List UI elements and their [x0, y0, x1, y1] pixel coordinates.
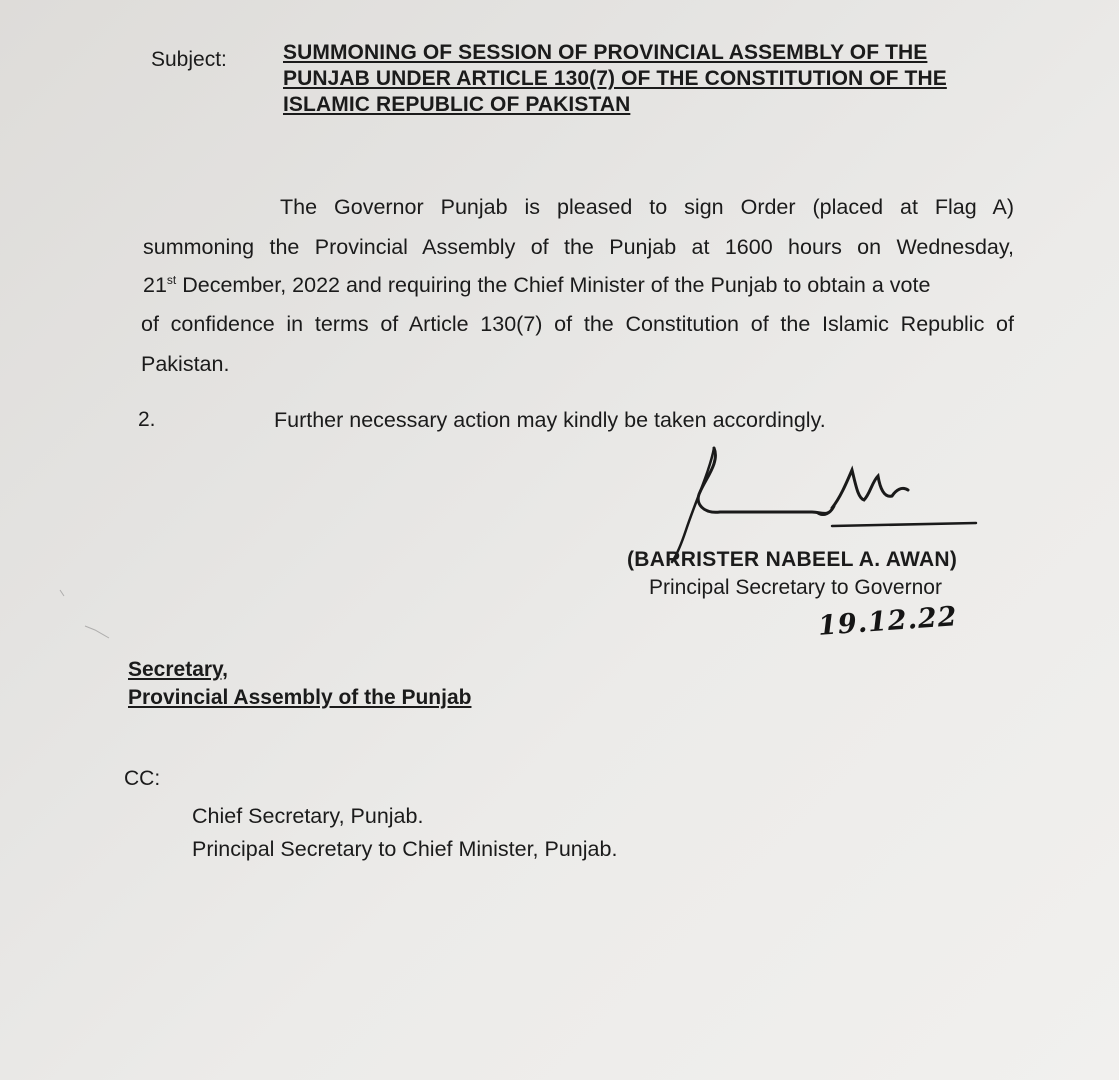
date-ordinal: st: [166, 272, 177, 287]
cc-label: CC:: [124, 767, 161, 790]
signatory-designation: Principal Secretary to Governor: [649, 576, 942, 599]
body-line-3-text: December, 2022 and requiring the Chief Minister of the Punjab to obtain a vote: [176, 273, 931, 297]
cc-item: Principal Secretary to Chief Minister, Punjab.: [192, 837, 618, 861]
subject-line: ISLAMIC REPUBLIC OF PAKISTAN: [283, 93, 631, 116]
subject-label: Subject:: [151, 48, 227, 71]
body-line-5: Pakistan.: [141, 352, 230, 376]
date-day: 21: [143, 273, 167, 297]
subject-line: SUMMONING OF SESSION OF PROVINCIAL ASSEMBLY OF THE: [283, 41, 928, 64]
cc-list: [192, 800, 617, 866]
handwritten-date: 19.12.22: [817, 601, 959, 642]
recipient-office: Provincial Assembly of the Punjab: [128, 686, 472, 709]
paragraph-number: 2.: [138, 408, 156, 431]
paragraph-2-text: Further necessary action may kindly be taken accordingly.: [274, 408, 826, 432]
recipient-block: [128, 656, 471, 712]
body-line-4: of confidence in terms of Article 130(7) of the Constitution of the Islamic Republic of: [141, 312, 1014, 336]
subject-line: PUNJAB UNDER ARTICLE 130(7) OF THE CONSTITUTION OF THE: [283, 67, 947, 90]
signatory-name: (BARRISTER NABEEL A. AWAN): [627, 548, 958, 571]
cc-item: Chief Secretary, Punjab.: [192, 804, 424, 828]
body-line-2: summoning the Provincial Assembly of the Punjab at 1600 hours on Wednesday,: [143, 235, 1014, 259]
body-line-1: The Governor Punjab is pleased to sign Order (placed at Flag A): [280, 195, 1014, 219]
recipient-title: Secretary,: [128, 658, 229, 681]
